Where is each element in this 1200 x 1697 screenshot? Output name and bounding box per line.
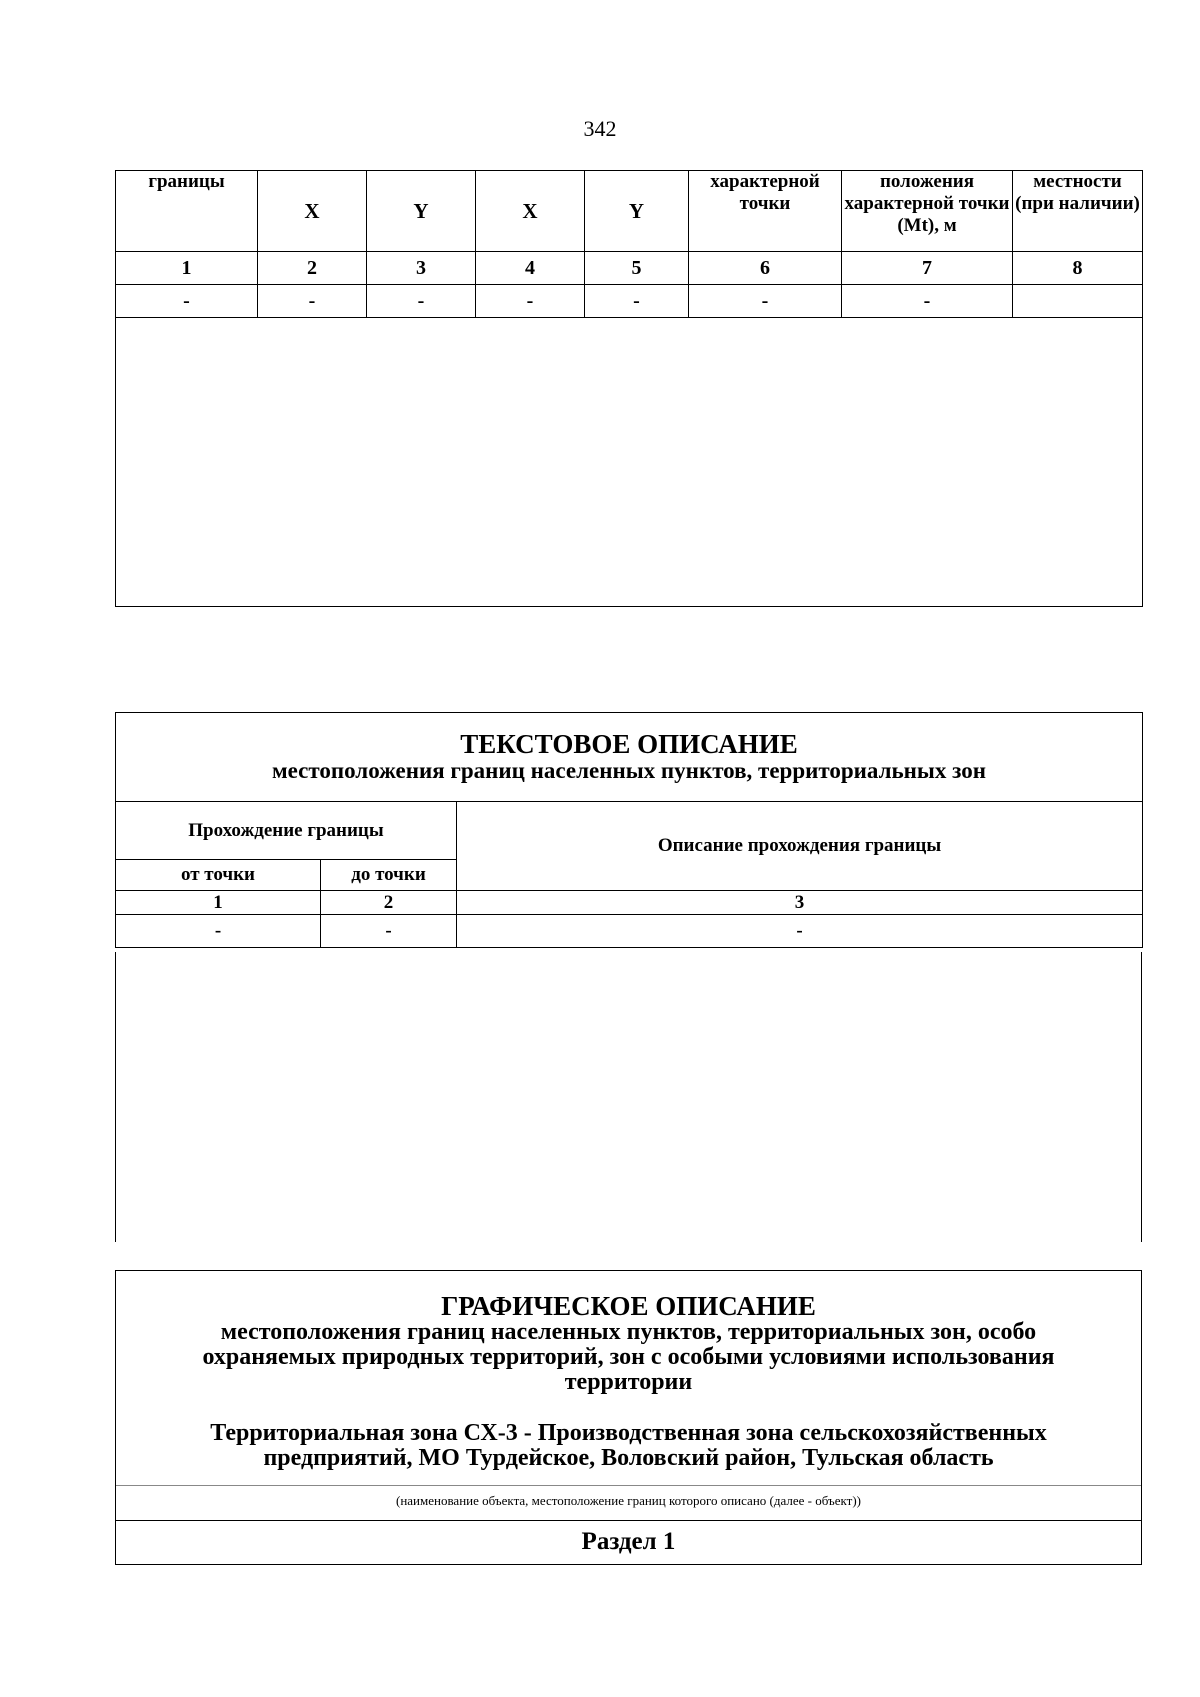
column-number: 6 <box>689 252 842 285</box>
column-number: 1 <box>116 252 258 285</box>
header-cell: Y <box>585 171 689 252</box>
to-point-header: до точки <box>321 860 457 891</box>
title-row <box>116 713 1143 802</box>
header-cell: границы <box>116 171 258 252</box>
object-caption: (наименование объекта, местоположение границ которого описано (далее - объект)) <box>116 1486 1141 1521</box>
page-number: 342 <box>583 116 617 141</box>
table-cell: - <box>585 285 689 318</box>
section-subtitle: местоположения границ населенных пунктов, территориальных зон <box>272 758 986 783</box>
column-number: 8 <box>1013 252 1143 285</box>
empty-area <box>115 952 1142 1242</box>
empty-area-row <box>116 318 1143 607</box>
header-cell: Y <box>367 171 476 252</box>
graphic-description-block <box>115 1270 1142 1565</box>
table-cell: - <box>842 285 1013 318</box>
table-cell: - <box>476 285 585 318</box>
header-cell: X <box>258 171 367 252</box>
column-number: 3 <box>367 252 476 285</box>
column-number: 5 <box>585 252 689 285</box>
column-number: 1 <box>116 891 321 915</box>
table-cell: - <box>367 285 476 318</box>
column-number: 7 <box>842 252 1013 285</box>
table-header-row <box>116 171 1143 252</box>
graphic-subtitle-line: охраняемых природных территорий, зон с особыми условиями использования <box>202 1344 1055 1370</box>
column-number: 2 <box>321 891 457 915</box>
table-cell: - <box>689 285 842 318</box>
column-number: 4 <box>476 252 585 285</box>
table-cell: - <box>116 915 321 948</box>
column-number-row <box>116 891 1143 915</box>
table-cell: - <box>321 915 457 948</box>
graphic-title: ГРАФИЧЕСКОЕ ОПИСАНИЕ <box>441 1291 816 1321</box>
zone-name-line: Территориальная зона СХ-3 - Производственная зона сельскохозяйственных <box>210 1420 1047 1446</box>
title-cell <box>116 713 1143 802</box>
zone-name-line: предприятий, МО Турдейское, Воловский район, Тульская область <box>263 1445 994 1471</box>
header-cell: положения характерной точки (Mt), м <box>842 171 1013 252</box>
empty-area <box>116 318 1143 607</box>
header-row <box>116 802 1143 860</box>
table-row <box>116 915 1143 948</box>
header-cell: характерной точки <box>689 171 842 252</box>
column-number: 3 <box>457 891 1143 915</box>
table-cell: - <box>258 285 367 318</box>
from-point-header: от точки <box>116 860 321 891</box>
column-number-row <box>116 252 1143 285</box>
group-header: Прохождение границы <box>116 802 457 860</box>
header-cell: местности (при наличии) <box>1013 171 1143 252</box>
graphic-subtitle-line: местоположения границ населенных пунктов, территориальных зон, особо <box>220 1319 1037 1345</box>
graphic-subtitle-line: территории <box>564 1369 693 1395</box>
graphic-header <box>116 1271 1141 1486</box>
header-cell: X <box>476 171 585 252</box>
text-description-table <box>115 712 1143 948</box>
description-header: Описание прохождения границы <box>457 802 1143 891</box>
coordinates-table <box>115 170 1143 607</box>
column-number: 2 <box>258 252 367 285</box>
section-label: Раздел 1 <box>581 1528 676 1555</box>
table-cell: - <box>116 285 258 318</box>
table-row <box>116 285 1143 318</box>
table-cell: - <box>457 915 1143 948</box>
section-title: ТЕКСТОВОЕ ОПИСАНИЕ <box>460 729 798 759</box>
table-cell <box>1013 285 1143 318</box>
